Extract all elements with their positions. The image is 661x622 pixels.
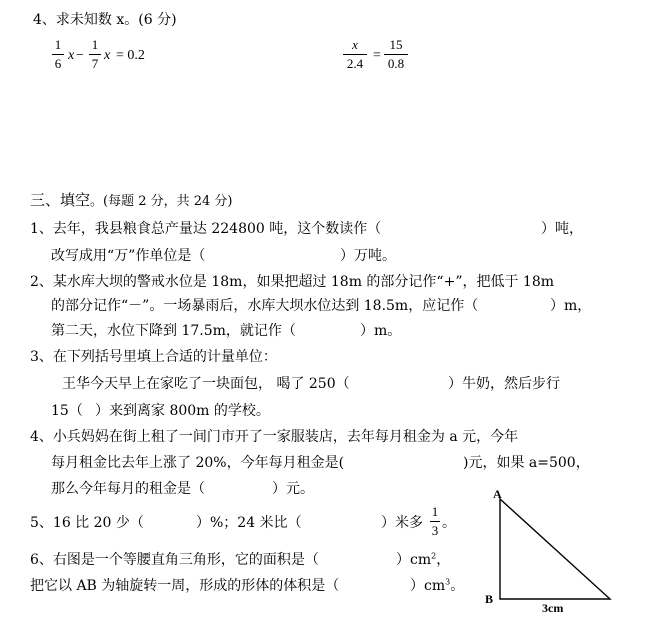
item3-line2-left: 王华今天早上在家吃了一块面包， 喝了 250（ [62,376,350,392]
section-note: 。(每题 2 分，共 24 分) [90,194,233,209]
item3-line1: 3、在下列括号里填上合适的计量单位： [30,349,277,365]
item2-line3-left: 第二天，水位下降到 17.5m，就记作（ [51,323,296,339]
vertex-a-label: A [493,487,502,501]
eq2-fraction-2 [384,38,408,71]
eq2-fraction-1 [343,38,367,71]
item1-line1-left: 1、去年，我县粮食总产量达 224800 吨，这个数读作（ [30,221,382,237]
item5-frac-den: 3 [431,523,439,538]
item4-line2-right: )元，如果 a=500， [463,455,590,471]
item2-line2-right: ）m， [550,298,592,314]
eq1-x1: x [68,48,75,63]
item4-line2-left: 每月租金比去年上涨了 20%，今年每月租金是( [51,455,345,471]
eq2-frac2-den: 0.8 [387,56,405,71]
eq1-frac2-num: 1 [91,37,99,52]
eq2-frac1-num: x [352,37,358,52]
item3-line3-left: 15（ [51,403,83,419]
eq2-frac1-den: 2.4 [346,56,364,71]
eq1-frac1-den: 6 [54,56,62,71]
item3-line2-right: ）牛奶，然后步行 [448,376,560,392]
section-heading [30,192,233,210]
item6-line1-end: ， [436,552,451,568]
item2-line1: 2、某水库大坝的警戒水位是 18m，如果把超过 18m 的部分记作“+”，把低于 18m [30,274,555,290]
item1-line2-left: 改写成用“万”作单位是（ [51,248,206,264]
item6-unit-sup-2: 2 [431,551,437,561]
triangle-shape [500,499,610,599]
item5-fraction [430,505,440,538]
eq1-fraction-1 [52,38,64,71]
item5-frac-num: 1 [431,504,439,519]
item4-line1: 4、小兵妈妈在街上租了一间门市开了一家服装店，去年每月租金为 a 元，今年 [30,429,519,445]
vertex-b-label: B [485,592,494,606]
item6-line2-right [410,578,464,594]
item6-unit-cm3: ）cm [410,578,446,594]
item6-unit-sup-3: 3 [445,577,451,587]
eq1-fraction-2 [89,38,101,71]
base-length-label: 3cm [542,601,564,615]
item5-part3: ）米多 [381,515,423,531]
item4-line3-left: 那么今年每月的租金是（ [51,481,205,497]
item5-part2: ）%；24 米比（ [196,515,302,531]
item6-line2-left: 把它以 AB 为轴旋转一周，形成的形体的体积是（ [30,578,340,594]
eq2-equals: = [373,48,381,63]
eq1-minus: − [76,48,84,63]
item3-line3-right: ）来到离家 800m 的学校。 [95,403,270,419]
section-title: 三、填空 [30,191,91,209]
eq1-x2: x [104,48,111,63]
item4-line3-right: ）元。 [272,481,314,497]
item1-line2-right: ）万吨。 [340,248,396,264]
item5-end: 。 [442,515,456,531]
eq1-frac2-den: 7 [91,56,99,71]
item2-line3-right: ）m。 [360,323,402,339]
item1-line1-right: ）吨， [541,221,583,237]
item6-line1-right [396,552,450,568]
item6-line2-end: 。 [450,578,465,594]
item6-line1-left: 6、右图是一个等腰直角三角形，它的面积是（ [30,552,319,568]
q4-title: 4、求未知数 x。(6 分) [33,12,177,28]
item2-line2-left: 的部分记作“－”。一场暴雨后，水库大坝水位达到 18.5m，应记作（ [51,298,479,314]
item5-part1: 5、16 比 20 少（ [30,515,144,531]
isosceles-right-triangle-figure [480,484,630,616]
eq1-frac1-num: 1 [54,37,62,52]
eq2-frac2-num: 15 [389,37,403,52]
item6-unit-cm: ）cm [396,552,432,568]
eq1-rhs: = 0.2 [116,48,145,63]
